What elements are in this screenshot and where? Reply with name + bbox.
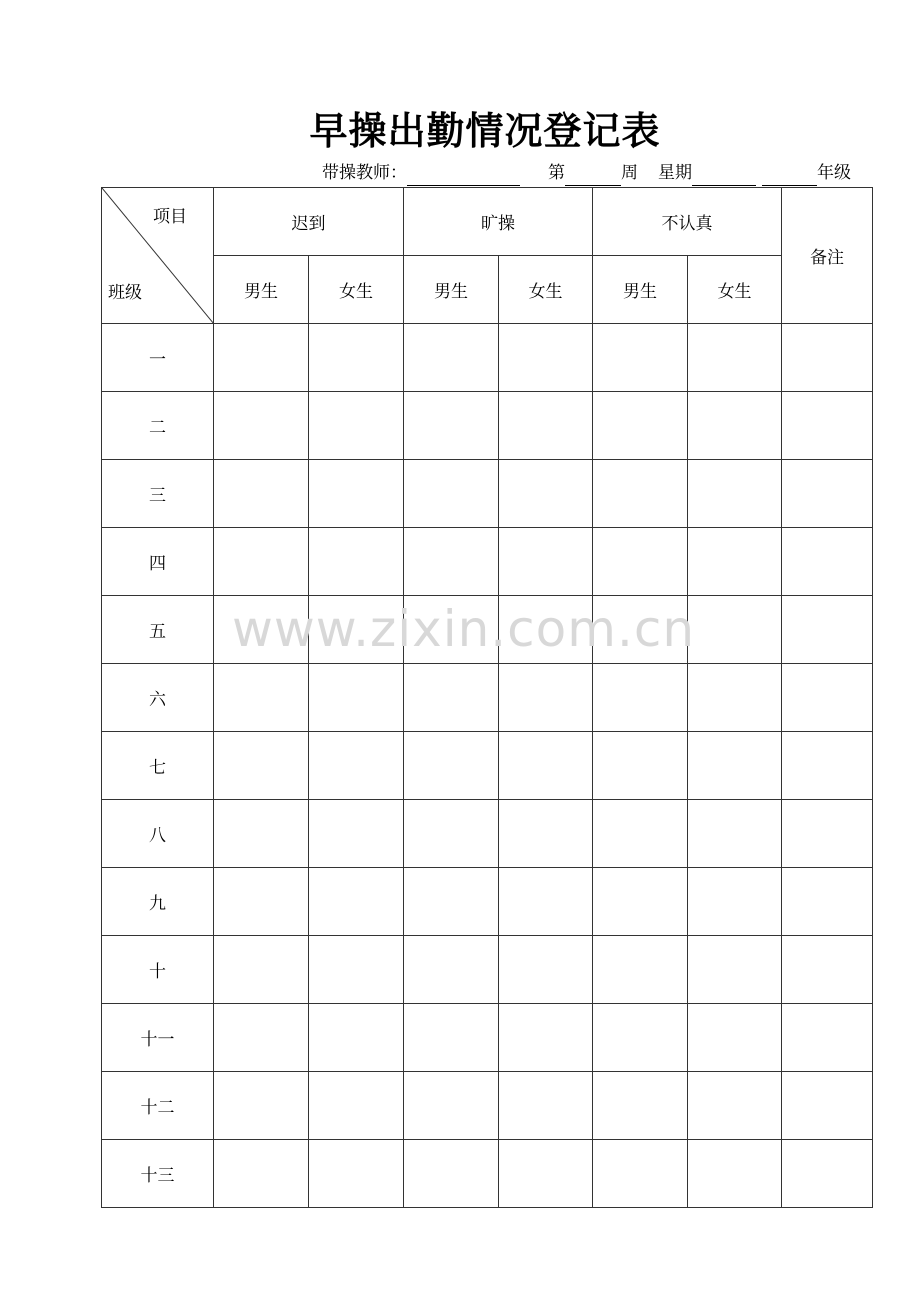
entry-cell[interactable] [688,936,782,1004]
weekday-label: 星期 [658,163,692,183]
entry-cell[interactable] [214,732,309,800]
entry-cell[interactable] [404,664,499,732]
subheader-female: 女生 [309,256,404,324]
entry-cell[interactable] [593,392,688,460]
remarks-cell[interactable] [782,596,873,664]
subheader-male: 男生 [593,256,688,324]
class-label-cell: 十一 [102,1004,214,1072]
table-row [102,800,873,868]
entry-cell[interactable] [499,596,593,664]
weekday-blank[interactable] [692,163,756,186]
form-meta-line [322,160,851,186]
entry-cell[interactable] [688,460,782,528]
remarks-cell[interactable] [782,732,873,800]
class-label-cell: 十二 [102,1072,214,1140]
entry-cell[interactable] [593,868,688,936]
entry-cell[interactable] [593,664,688,732]
entry-cell[interactable] [309,868,404,936]
entry-cell[interactable] [688,324,782,392]
class-label-cell: 六 [102,664,214,732]
table-row [102,460,873,528]
entry-cell[interactable] [404,460,499,528]
entry-cell[interactable] [309,1140,404,1208]
header-remarks: 备注 [782,188,873,324]
entry-cell[interactable] [688,664,782,732]
class-label-cell: 二 [102,392,214,460]
entry-cell[interactable] [404,324,499,392]
remarks-cell[interactable] [782,528,873,596]
grade-label: 年级 [817,163,851,183]
remarks-cell[interactable] [782,936,873,1004]
entry-cell[interactable] [309,732,404,800]
entry-cell[interactable] [404,800,499,868]
header-absent: 旷操 [404,188,593,256]
entry-cell[interactable] [688,1072,782,1140]
header-row-1 [102,188,873,256]
entry-cell[interactable] [214,1072,309,1140]
entry-cell[interactable] [404,936,499,1004]
remarks-cell[interactable] [782,392,873,460]
entry-cell[interactable] [309,936,404,1004]
entry-cell[interactable] [593,732,688,800]
teacher-label: 带操教师： [322,163,407,183]
entry-cell[interactable] [214,392,309,460]
entry-cell[interactable] [593,1140,688,1208]
entry-cell[interactable] [309,324,404,392]
subheader-female: 女生 [688,256,782,324]
entry-cell[interactable] [404,392,499,460]
remarks-cell[interactable] [782,1004,873,1072]
entry-cell[interactable] [688,800,782,868]
entry-cell[interactable] [499,936,593,1004]
entry-cell[interactable] [499,1140,593,1208]
table-row [102,664,873,732]
entry-cell[interactable] [404,868,499,936]
grade-blank[interactable] [762,163,817,186]
entry-cell[interactable] [309,528,404,596]
entry-cell[interactable] [688,392,782,460]
entry-cell[interactable] [499,392,593,460]
entry-cell[interactable] [309,800,404,868]
class-label-cell: 七 [102,732,214,800]
class-label-cell: 五 [102,596,214,664]
entry-cell[interactable] [593,460,688,528]
remarks-cell[interactable] [782,460,873,528]
class-label-cell: 三 [102,460,214,528]
class-label-cell: 十三 [102,1140,214,1208]
table-row [102,596,873,664]
entry-cell[interactable] [593,800,688,868]
week-suffix: 周 [621,163,638,183]
entry-cell[interactable] [499,732,593,800]
entry-cell[interactable] [309,392,404,460]
class-label-cell: 八 [102,800,214,868]
entry-cell[interactable] [688,596,782,664]
entry-cell[interactable] [309,664,404,732]
table-row [102,1140,873,1208]
entry-cell[interactable] [214,1004,309,1072]
subheader-female: 女生 [499,256,593,324]
entry-cell[interactable] [688,732,782,800]
entry-cell[interactable] [214,596,309,664]
remarks-cell[interactable] [782,868,873,936]
corner-header-cell [102,188,214,324]
entry-cell[interactable] [593,1004,688,1072]
entry-cell[interactable] [214,460,309,528]
entry-cell[interactable] [499,1072,593,1140]
entry-cell[interactable] [593,936,688,1004]
corner-label-class: 班级 [108,283,142,303]
table-row [102,324,873,392]
header-late: 迟到 [214,188,404,256]
table-row [102,528,873,596]
entry-cell[interactable] [499,664,593,732]
entry-cell[interactable] [688,868,782,936]
form-title: 早操出勤情况登记表 [309,108,661,153]
header-careless: 不认真 [593,188,782,256]
class-label-cell: 四 [102,528,214,596]
watermark: www.zixin.com.cn [232,600,696,658]
class-label-cell: 九 [102,868,214,936]
entry-cell[interactable] [214,528,309,596]
entry-cell[interactable] [499,324,593,392]
remarks-cell[interactable] [782,1140,873,1208]
entry-cell[interactable] [214,936,309,1004]
table-row [102,936,873,1004]
week-blank[interactable] [565,163,621,186]
entry-cell[interactable] [214,664,309,732]
entry-cell[interactable] [404,1072,499,1140]
entry-cell[interactable] [214,1140,309,1208]
class-label-cell: 十 [102,936,214,1004]
entry-cell[interactable] [404,528,499,596]
entry-cell[interactable] [593,324,688,392]
subheader-male: 男生 [404,256,499,324]
entry-cell[interactable] [309,1072,404,1140]
table-row [102,868,873,936]
entry-cell[interactable] [499,800,593,868]
entry-cell[interactable] [593,596,688,664]
entry-cell[interactable] [404,732,499,800]
week-prefix: 第 [548,163,565,183]
entry-cell[interactable] [593,1072,688,1140]
table-row [102,1004,873,1072]
entry-cell[interactable] [309,1004,404,1072]
remarks-cell[interactable] [782,324,873,392]
entry-cell[interactable] [214,324,309,392]
entry-cell[interactable] [688,1004,782,1072]
entry-cell[interactable] [214,800,309,868]
entry-cell[interactable] [404,1140,499,1208]
remarks-cell[interactable] [782,800,873,868]
entry-cell[interactable] [499,868,593,936]
entry-cell[interactable] [688,528,782,596]
table-row [102,392,873,460]
header-row-2 [102,256,873,324]
teacher-blank[interactable] [407,163,520,186]
subheader-male: 男生 [214,256,309,324]
entry-cell[interactable] [593,528,688,596]
table-row [102,732,873,800]
entry-cell[interactable] [214,868,309,936]
remarks-cell[interactable] [782,1072,873,1140]
entry-cell[interactable] [404,1004,499,1072]
entry-cell[interactable] [309,596,404,664]
entry-cell[interactable] [499,1004,593,1072]
remarks-cell[interactable] [782,664,873,732]
corner-label-item: 项目 [153,207,187,227]
class-label-cell: 一 [102,324,214,392]
entry-cell[interactable] [688,1140,782,1208]
entry-cell[interactable] [309,460,404,528]
table-row [102,1072,873,1140]
entry-cell[interactable] [404,596,499,664]
attendance-table [101,187,873,1208]
entry-cell[interactable] [499,528,593,596]
entry-cell[interactable] [499,460,593,528]
